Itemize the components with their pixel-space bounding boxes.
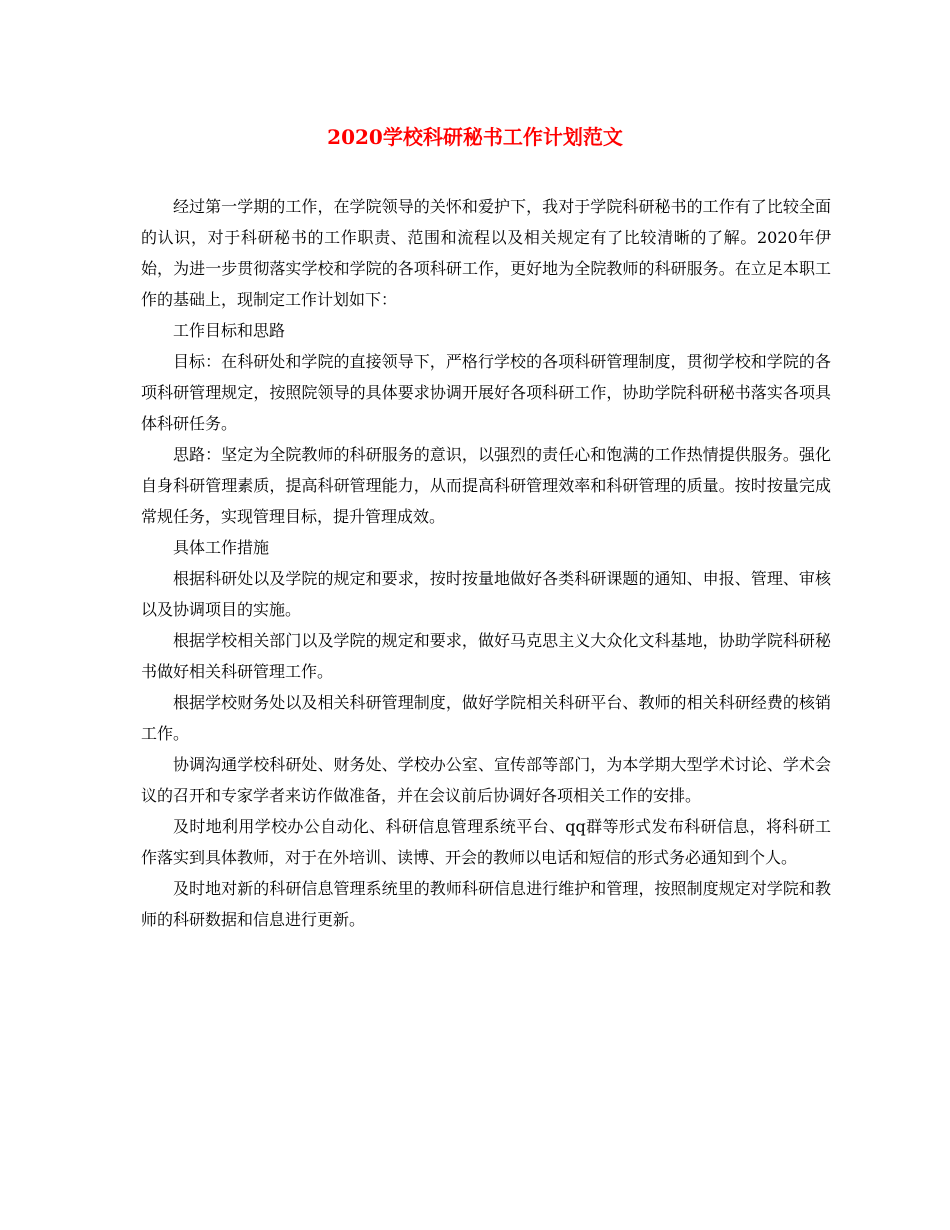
paragraph-measure-4: 协调沟通学校科研处、财务处、学校办公室、宣传部等部门，为本学期大型学术讨论、学术会议的召开和专家学者来访作做准备，并在会议前后协调好各项相关工作的安排。 bbox=[141, 755, 831, 805]
paragraph-measure-5: 及时地利用学校办公自动化、科研信息管理系统平台、qq群等形式发布科研信息，将科研工作落实到具体教师，对于在外培训、读博、开会的教师以电话和短信的形式务必通知到个人。 bbox=[141, 817, 831, 867]
paragraph-intro: 经过第一学期的工作，在学院领导的关怀和爱护下，我对于学院科研秘书的工作有了比较全面的认识，对于科研秘书的工作职责、范围和流程以及相关规定有了比较清晰的了解。2020年伊始，为进一步贯彻落实学校和学院的各项科研工作，更好地为全院教师的科研服务。在立足本职工作的基础上，现制定工作计划如下： bbox=[141, 197, 831, 309]
section-heading-goals: 工作目标和思路 bbox=[173, 321, 286, 340]
section-heading-measures: 具体工作措施 bbox=[173, 538, 270, 557]
paragraph-measure-1: 根据科研处以及学院的规定和要求，按时按量地做好各类科研课题的通知、申报、管理、审核以及协调项目的实施。 bbox=[141, 569, 831, 619]
document-title: 2020学校科研秘书工作计划范文 bbox=[327, 125, 623, 149]
paragraph-measure-6: 及时地对新的科研信息管理系统里的教师科研信息进行维护和管理，按照制度规定对学院和教师的科研数据和信息进行更新。 bbox=[141, 879, 831, 929]
paragraph-goal: 目标：在科研处和学院的直接领导下，严格行学校的各项科研管理制度，贯彻学校和学院的各项科研管理规定，按照院领导的具体要求协调开展好各项科研工作，协助学院科研秘书落实各项具体科研任务。 bbox=[141, 352, 831, 433]
paragraph-approach: 思路：坚定为全院教师的科研服务的意识，以强烈的责任心和饱满的工作热情提供服务。强化自身科研管理素质，提高科研管理能力，从而提高科研管理效率和科研管理的质量。按时按量完成常规任务，实现管理目标，提升管理成效。 bbox=[141, 445, 831, 526]
paragraph-measure-2: 根据学校相关部门以及学院的规定和要求，做好马克思主义大众化文科基地，协助学院科研秘书做好相关科研管理工作。 bbox=[141, 631, 831, 681]
paragraph-measure-3: 根据学校财务处以及相关科研管理制度，做好学院相关科研平台、教师的相关科研经费的核销工作。 bbox=[141, 693, 831, 743]
document-body bbox=[141, 191, 831, 935]
